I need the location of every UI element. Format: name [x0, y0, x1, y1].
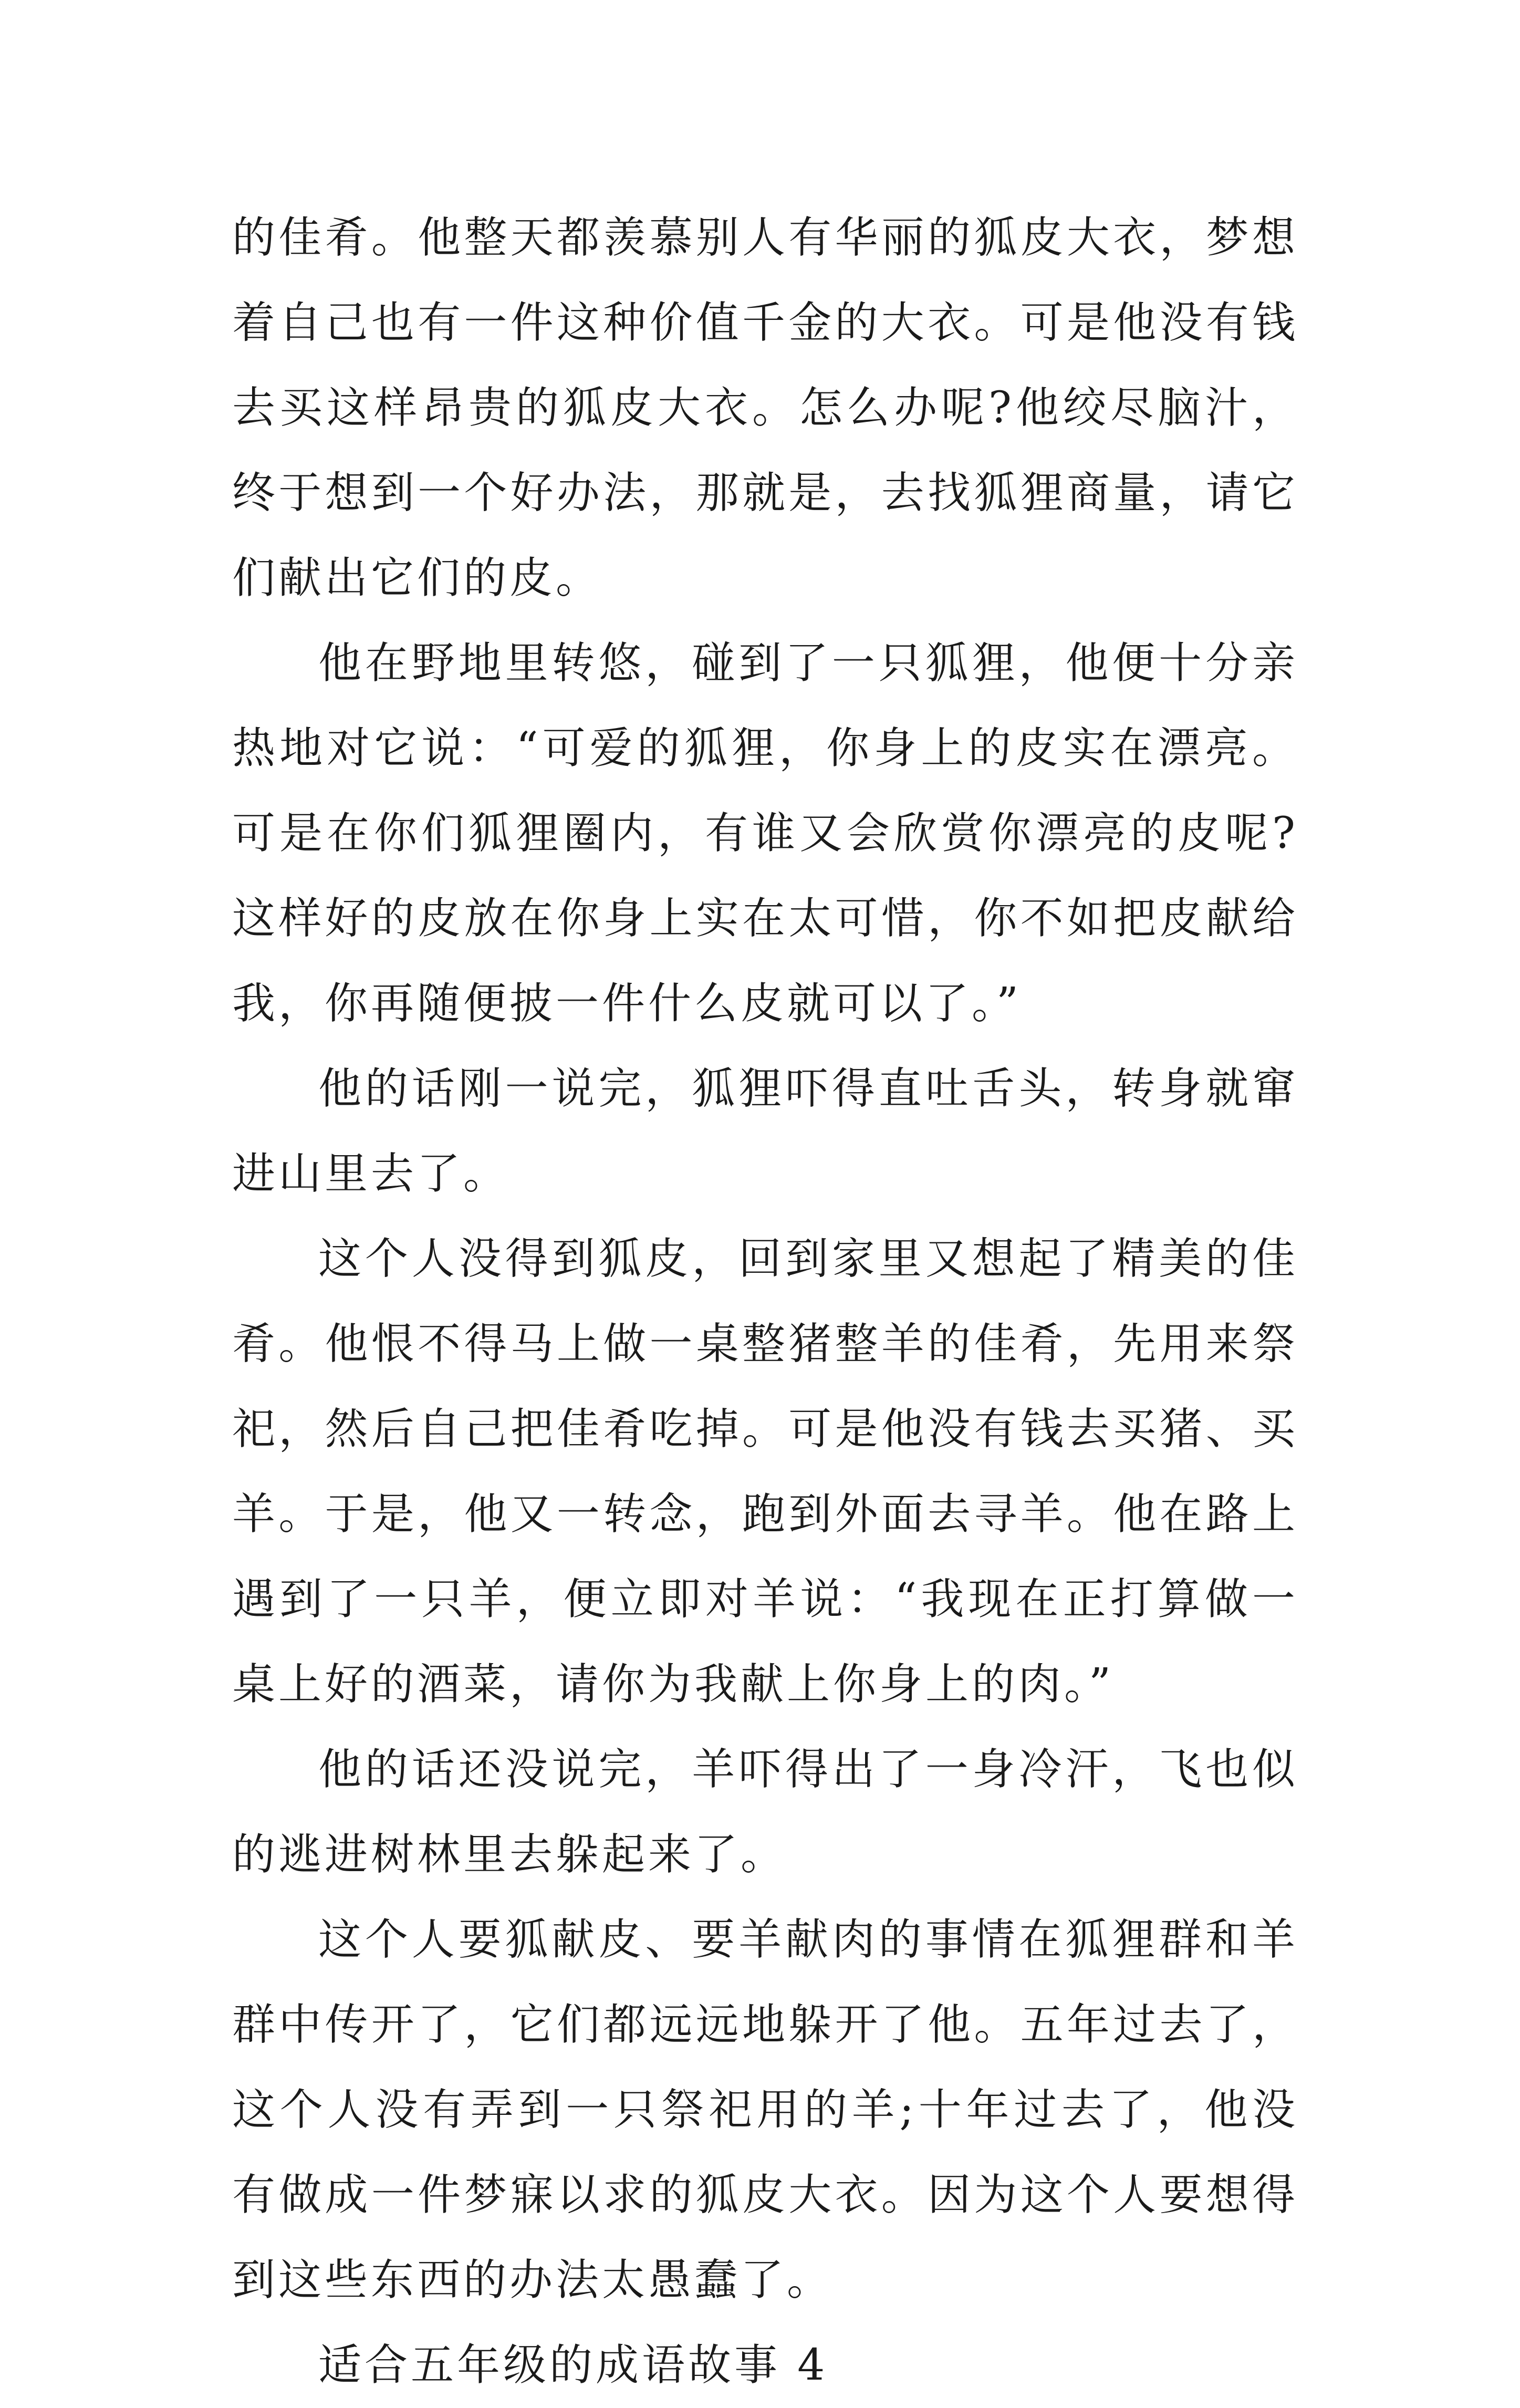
paragraph-continuation: 的佳肴。他整天都羡慕别人有华丽的狐皮大衣，梦想着自己也有一件这种价值千金的大衣。可是他没有钱去买这样昂贵的狐皮大衣。怎么办呢?他绞尽脑汁，终于想到一个好办法，那就是，去找狐狸商量，请它们献出它们的皮。	[232, 213, 1298, 603]
paragraph-fox-meeting: 他在野地里转悠，碰到了一只狐狸，他便十分亲热地对它说：“可爱的狐狸，你身上的皮实在漂亮。可是在你们狐狸圈内，有谁又会欣赏你漂亮的皮呢?这样好的皮放在你身上实在太可惜，你不如把皮献给我，你再随便披一件什么皮就可以了。”	[232, 638, 1298, 1029]
section-heading: 适合五年级的成语故事 4	[318, 2340, 828, 2390]
paragraph-conclusion: 这个人要狐献皮、要羊献肉的事情在狐狸群和羊群中传开了，它们都远远地躲开了他。五年过去了，这个人没有弄到一只祭祀用的羊;十年过去了，他没有做成一件梦寐以求的狐皮大衣。因为这个人要想得到这些东西的办法太愚蠢了。	[232, 1915, 1298, 2305]
paragraph-sheep-meeting: 这个人没得到狐皮，回到家里又想起了精美的佳肴。他恨不得马上做一桌整猪整羊的佳肴，先用来祭祀，然后自己把佳肴吃掉。可是他没有钱去买猪、买羊。于是，他又一转念，跑到外面去寻羊。他在路上遇到了一只羊，便立即对羊说：“我现在正打算做一桌上好的酒菜，请你为我献上你身上的肉。”	[232, 1234, 1298, 1709]
document-body	[232, 195, 1298, 2408]
paragraph-sheep-flees: 他的话还没说完，羊吓得出了一身冷汗，飞也似的逃进树林里去躲起来了。	[232, 1745, 1298, 1880]
paragraph-fox-flees: 他的话刚一说完，狐狸吓得直吐舌头，转身就窜进山里去了。	[232, 1064, 1298, 1199]
